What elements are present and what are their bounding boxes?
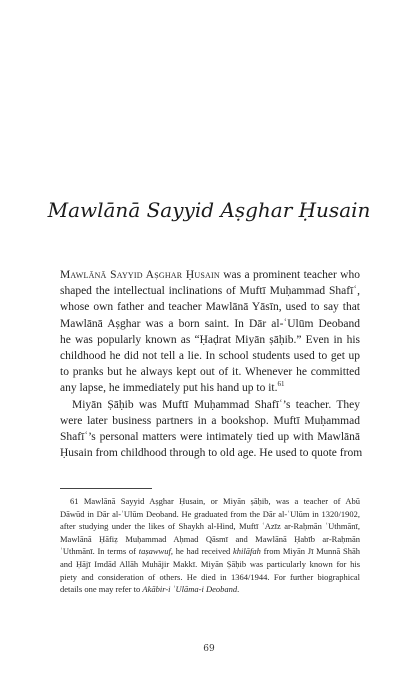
italic-term: taṣawwuf (138, 546, 171, 557)
body-text (60, 267, 363, 461)
footnote-line: Dāwūd in Dār al-ʿUlūm Deoband. He graduated from the Dār al-ʿUlūm in 1320/1902, (60, 508, 360, 519)
footnote-divider (60, 488, 152, 489)
footnote-line: piety and consideration of others. He died in 1364/1944. For further biographical (60, 571, 360, 582)
chapter-title: Mawlānā Sayyid Aṣghar Ḥusain (47, 198, 371, 222)
paragraph-line: any lapse, he immediately put his hand up to it.$^{61}$ (60, 380, 285, 395)
footnote (60, 495, 360, 596)
paragraph-line: to pranks but he always kept out of it. Whenever he committed (60, 366, 360, 379)
reference-title: Akābir-i ʿUlāma-i Deoband (142, 584, 238, 595)
paragraph-1-line-1: Mawlānā Sayyid Aṣghar Ḥusain was a prominent teacher who (60, 269, 360, 281)
paragraph-2-line-1: Miyān Ṣāḥib was Muftī Muḥammad Shafīʿ’s teacher. They (72, 398, 360, 411)
footnote-line: 61 Mawlānā Sayyid Aṣghar Ḥusain, or Miyān ṣāḥib, was a teacher of Abū (70, 496, 360, 506)
footnote-line: details one may refer to Akābir-i ʿUlāma-i Deoband. (60, 584, 240, 595)
paragraph-line: childhood he did not tell a lie. In school students used to get up (60, 349, 360, 362)
footnote-line: Mawlānā Ḥāfiẓ Muḥammad Aḥmad Qāsmī and Mawlānā Ḥabīb ar-Raḥmān (60, 533, 360, 544)
footnote-line: and Ḥājī Imdād Allāh Muhājir Makkī. Miyān Ṣāḥib was particularly known for his (60, 558, 360, 569)
footnote-ref[interactable]: 61 (277, 380, 285, 389)
paragraph-line: shaped the intellectual inclinations of Muftī Muḥammad Shafīʿ, (60, 285, 360, 298)
lead-in-small-caps: Mawlānā Sayyid Aṣghar Ḥusain (60, 269, 220, 281)
page-number: 69 (203, 644, 215, 654)
paragraph-line: were later business partners in a bookshop. Muftī Muḥammad (60, 414, 360, 427)
paragraph-line: Ḥusain from childhood through to old age. He used to quote from (60, 447, 363, 460)
paragraph-line: he was popularly known as “Ḥaḍrat Miyān ṣāḥib.” Even in his (60, 333, 360, 346)
paragraph-line: Mawlānā Aṣghar was a born saint. In Dār al-ʿUlūm Deoband (60, 317, 360, 330)
footnote-line: after studying under the likes of Shaykh al-Hind, Muftī ʿAzīz ar-Raḥmān ʿUthmānī, (60, 521, 360, 532)
paragraph-line: Shafīʿ’s personal matters were intimately tied up with Mawlānā (60, 430, 360, 443)
italic-term: khilāfah (232, 546, 261, 557)
paragraph-line: whose own father and teacher Mawlānā Yāsīn, used to say that (60, 301, 360, 314)
footnote-line: ʿUthmānī. In terms of taṣawwuf, he had received khilāfah from Miyān Jī Munnā Shāh (60, 546, 360, 557)
